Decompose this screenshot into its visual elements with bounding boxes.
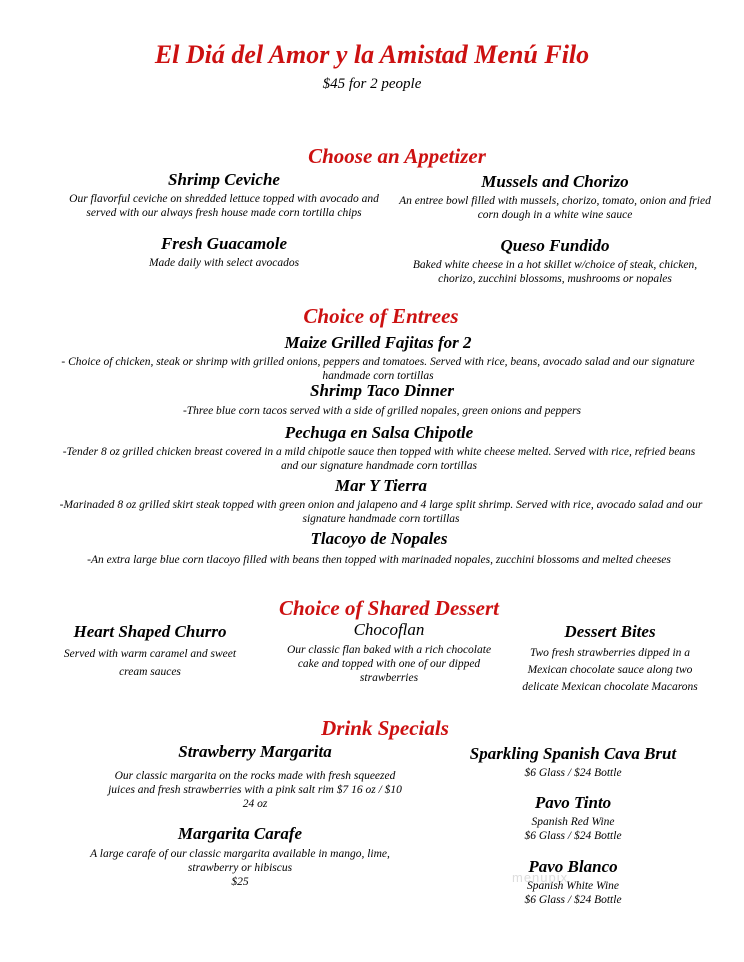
- entree-item: [54, 529, 704, 567]
- drink-name: Strawberry Margarita: [178, 742, 332, 761]
- entree-name: Pechuga en Salsa Chipotle: [284, 423, 474, 442]
- appetizer-name: Mussels and Chorizo: [481, 172, 629, 191]
- drink-item: [458, 857, 688, 907]
- drinks-heading: Drink Specials: [321, 716, 449, 740]
- appetizer-name: Queso Fundido: [500, 236, 610, 255]
- entree-item: [54, 423, 704, 473]
- menu-price: $45 for 2 people: [322, 76, 422, 92]
- dessert-item: [50, 622, 250, 681]
- drink-sub: Spanish White Wine: [527, 880, 619, 892]
- entree-item: [56, 476, 706, 526]
- drink-item: [100, 742, 410, 811]
- entree-desc: - Choice of chicken, steak or shrimp with grilled onions, peppers and tomatoes. Served with rice, beans, avocado salad and our signature handmade corn tortillas: [61, 356, 695, 382]
- watermark-text: menupix: [512, 870, 569, 885]
- dessert-item: [510, 622, 710, 696]
- appetizer-desc: Baked white cheese in a hot skillet w/choice of steak, chicken, chorizo, zucchini blossoms, mushrooms or nopales: [412, 259, 698, 285]
- entree-item: [58, 333, 698, 383]
- dessert-heading: Choice of Shared Dessert: [279, 596, 499, 620]
- entree-desc: -Marinaded 8 oz grilled skirt steak topped with green onion and jalapeno and 4 large split shrimp. Served with rice, avocado salad and our signature handmade corn tortillas: [59, 499, 703, 525]
- entree-name: Shrimp Taco Dinner: [310, 381, 454, 400]
- drink-item: [458, 744, 688, 780]
- appetizer-item: [398, 172, 712, 222]
- entree-name: Mar Y Tierra: [335, 476, 427, 495]
- appetizer-desc: Made daily with select avocados: [148, 257, 300, 269]
- entrees-heading: Choice of Entrees: [303, 304, 459, 328]
- drink-name: Margarita Carafe: [177, 824, 303, 843]
- drink-name: Pavo Blanco: [528, 857, 618, 876]
- drink-desc: A large carafe of our classic margarita available in mango, lime, strawberry or hibiscus: [90, 848, 390, 874]
- dessert-name: Heart Shaped Churro: [73, 622, 227, 641]
- entree-desc: -Tender 8 oz grilled chicken breast covered in a mild chipotle sauce then topped with white cheese melted. Served with rice, refried beans and our signature handmade corn tortillas: [62, 446, 696, 472]
- appetizer-item: [400, 236, 710, 286]
- appetizer-name: Shrimp Ceviche: [168, 170, 280, 189]
- dessert-desc: Two fresh strawberries dipped in a Mexican chocolate sauce along two delicate Mexican chocolate Macarons: [522, 647, 698, 693]
- drink-price: $6 Glass / $24 Bottle: [524, 830, 622, 842]
- drink-desc: Our classic margarita on the rocks made with fresh squeezed juices and fresh strawberries with a pink salt rim $7 16 oz / $10 24 oz: [108, 770, 402, 810]
- dessert-name: Chocoflan: [353, 620, 425, 639]
- drink-price: $25: [231, 876, 249, 888]
- drink-name: Pavo Tinto: [534, 793, 612, 812]
- dessert-item: [276, 620, 502, 685]
- entree-name: Maize Grilled Fajitas for 2: [284, 333, 472, 352]
- drink-item: [90, 824, 390, 889]
- appetizer-desc: An entree bowl filled with mussels, chorizo, tomato, onion and fried corn dough in a white wine sauce: [399, 195, 711, 221]
- drink-item: [458, 793, 688, 843]
- drink-price: $6 Glass / $24 Bottle: [524, 894, 622, 906]
- entree-desc: -An extra large blue corn tlacoyo filled with beans then topped with marinaded nopales, zucchini blossoms and melted cheeses: [87, 554, 671, 566]
- appetizer-item: [54, 170, 394, 220]
- entree-desc: -Three blue corn tacos served with a side of grilled nopales, green onions and peppers: [182, 405, 582, 417]
- appetizer-name: Fresh Guacamole: [160, 234, 288, 253]
- dessert-desc: Our classic flan baked with a rich chocolate cake and topped with one of our dipped strawberries: [286, 644, 492, 684]
- menu-title: El Diá del Amor y la Amistad Menú Filo: [154, 40, 590, 69]
- appetizer-heading: Choose an Appetizer: [308, 144, 486, 168]
- dessert-desc: Served with warm caramel and sweet cream sauces: [63, 648, 237, 678]
- drink-sub: Spanish Red Wine: [531, 816, 615, 828]
- entree-name: Tlacoyo de Nopales: [310, 529, 448, 548]
- appetizer-item: [74, 234, 374, 270]
- appetizer-desc: Our flavorful ceviche on shredded lettuce topped with avocado and served with our always fresh house made corn tortilla chips: [69, 193, 379, 219]
- entree-item: [58, 381, 706, 418]
- dessert-name: Dessert Bites: [564, 622, 656, 641]
- drink-name: Sparkling Spanish Cava Brut: [469, 744, 677, 763]
- drink-price: $6 Glass / $24 Bottle: [524, 767, 622, 779]
